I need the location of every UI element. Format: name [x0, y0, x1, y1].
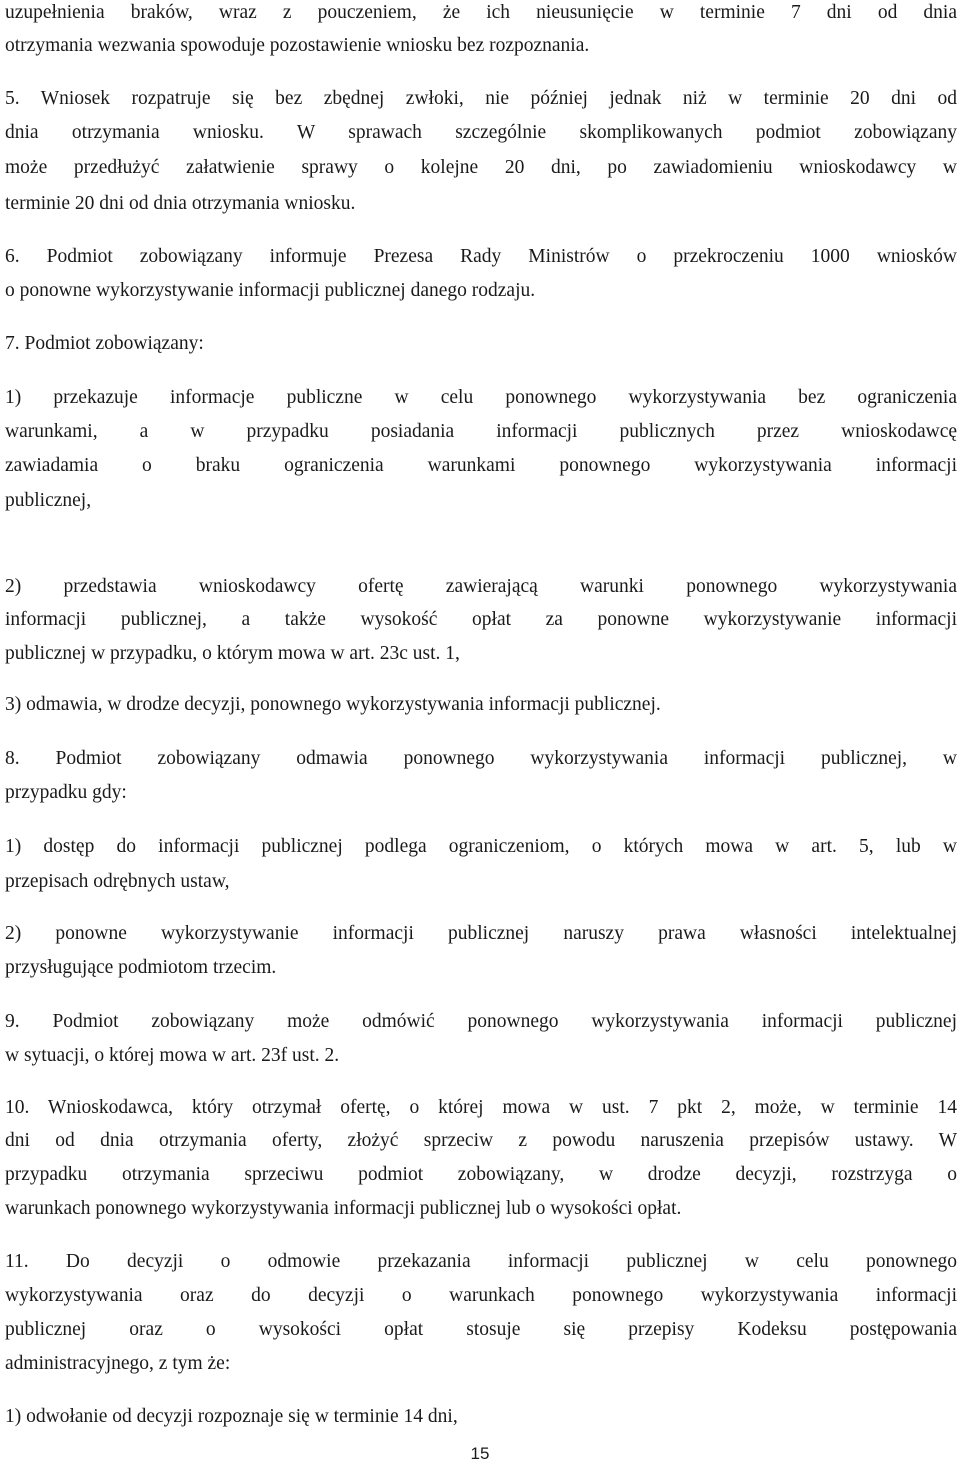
- text-line: administracyjnego, z tym że:: [5, 1353, 231, 1374]
- text-line: terminie 20 dni od dnia otrzymania wniosku.: [5, 193, 356, 214]
- text-line: informacji publicznej, a także wysokość opłat za ponowne wykorzystywanie informacji: [5, 609, 957, 630]
- text-line: otrzymania wezwania spowoduje pozostawienie wniosku bez rozpoznania.: [5, 35, 590, 56]
- text-line: warunkami, a w przypadku posiadania informacji publicznych przez wnioskodawcę: [5, 421, 957, 442]
- text-line: 11. Do decyzji o odmowie przekazania informacji publicznej w celu ponownego: [5, 1251, 957, 1272]
- text-line: publicznej,: [5, 490, 92, 511]
- text-line: może przedłużyć załatwienie sprawy o kolejne 20 dni, po zawiadomieniu wnioskodawcy w: [5, 157, 957, 178]
- text-line: 2) przedstawia wnioskodawcy ofertę zawierającą warunki ponownego wykorzystywania: [5, 576, 957, 597]
- text-line: 7. Podmiot zobowiązany:: [5, 333, 204, 354]
- text-line: przypadku otrzymania sprzeciwu podmiot zobowiązany, w drodze decyzji, rozstrzyga o: [5, 1164, 957, 1185]
- text-line: 8. Podmiot zobowiązany odmawia ponownego wykorzystywania informacji publicznej, w: [5, 748, 957, 769]
- text-line: w sytuacji, o której mowa w art. 23f ust. 2.: [5, 1045, 340, 1066]
- text-line: 10. Wnioskodawca, który otrzymał ofertę, o której mowa w ust. 7 pkt 2, może, w terminie 14: [5, 1097, 957, 1118]
- text-line: dni od dnia otrzymania oferty, złożyć sprzeciw z powodu naruszenia przepisów ustawy. W: [5, 1130, 957, 1151]
- text-line: 1) dostęp do informacji publicznej podlega ograniczeniom, o których mowa w art. 5, lub w: [5, 836, 957, 857]
- text-line: publicznej oraz o wysokości opłat stosuje się przepisy Kodeksu postępowania: [5, 1319, 957, 1340]
- text-line: 9. Podmiot zobowiązany może odmówić ponownego wykorzystywania informacji publicznej: [5, 1011, 957, 1032]
- text-line: 5. Wniosek rozpatruje się bez zbędnej zwłoki, nie później jednak niż w terminie 20 dni od: [5, 88, 957, 109]
- text-line: przepisach odrębnych ustaw,: [5, 871, 230, 892]
- text-line: zawiadamia o braku ograniczenia warunkami ponownego wykorzystywania informacji: [5, 455, 957, 476]
- text-line: uzupełnienia braków, wraz z pouczeniem, że ich nieusunięcie w terminie 7 dni od dnia: [5, 2, 957, 23]
- text-line: przysługujące podmiotom trzecim.: [5, 957, 277, 978]
- text-line: o ponowne wykorzystywanie informacji publicznej danego rodzaju.: [5, 280, 536, 301]
- page-number: 15: [470, 1444, 490, 1463]
- text-line: 1) odwołanie od decyzji rozpoznaje się w terminie 14 dni,: [5, 1406, 458, 1427]
- text-line: dnia otrzymania wniosku. W sprawach szczególnie skomplikowanych podmiot zobowiązany: [5, 122, 957, 143]
- text-line: 1) przekazuje informacje publiczne w celu ponownego wykorzystywania bez ograniczenia: [5, 387, 957, 408]
- text-line: 6. Podmiot zobowiązany informuje Prezesa Rady Ministrów o przekroczeniu 1000 wniosków: [5, 246, 957, 267]
- text-line: przypadku gdy:: [5, 782, 127, 803]
- text-line: wykorzystywania oraz do decyzji o warunkach ponownego wykorzystywania informacji: [5, 1285, 957, 1306]
- text-line: publicznej w przypadku, o którym mowa w art. 23c ust. 1,: [5, 643, 460, 664]
- text-line: 2) ponowne wykorzystywanie informacji publicznej naruszy prawa własności intelektualnej: [5, 923, 957, 944]
- text-line: 3) odmawia, w drodze decyzji, ponownego wykorzystywania informacji publicznej.: [5, 694, 661, 715]
- text-line: warunkach ponownego wykorzystywania informacji publicznej lub o wysokości opłat.: [5, 1198, 682, 1219]
